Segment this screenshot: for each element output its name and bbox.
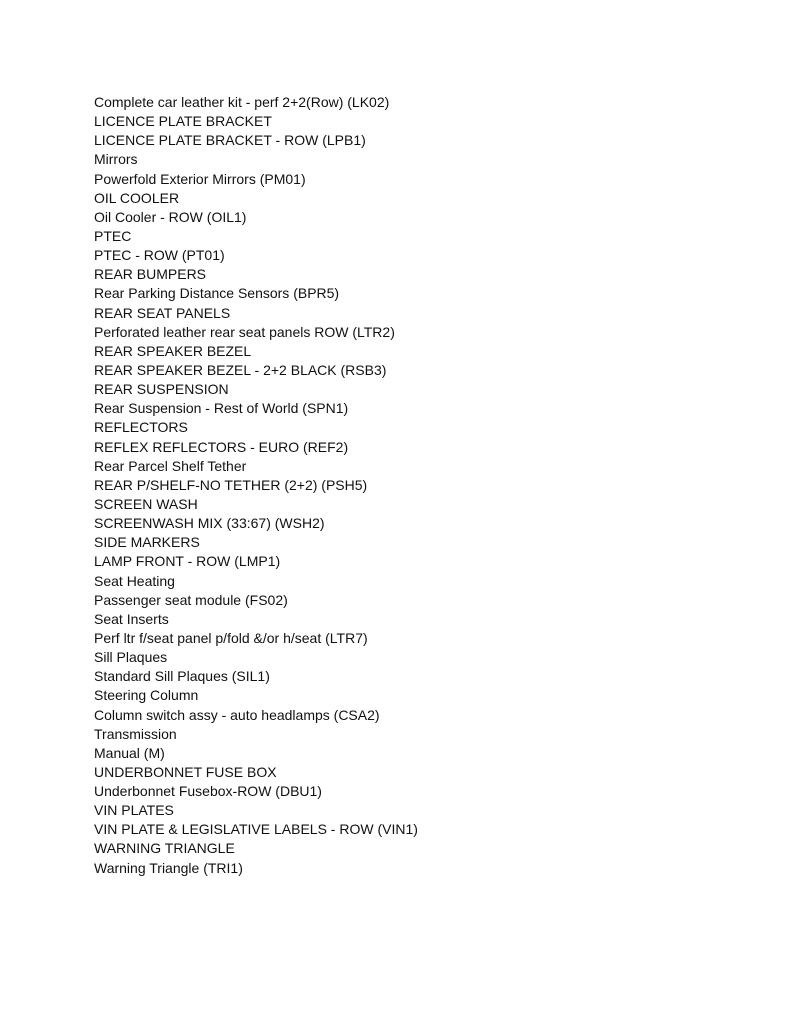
list-item: Steering Column	[94, 687, 199, 704]
list-item: PTEC - ROW (PT01)	[94, 247, 225, 264]
list-item: Rear Suspension - Rest of World (SPN1)	[94, 400, 349, 417]
list-item: Oil Cooler - ROW (OIL1)	[94, 208, 247, 225]
list-item: REFLEX REFLECTORS - EURO (REF2)	[94, 438, 349, 455]
list-item: Seat Inserts	[94, 610, 169, 627]
list-item: Rear Parking Distance Sensors (BPR5)	[94, 285, 340, 302]
list-item: LAMP FRONT - ROW (LMP1)	[94, 553, 281, 570]
options-list	[94, 93, 418, 878]
list-item: Seat Heating	[94, 572, 175, 589]
list-item: REAR SPEAKER BEZEL	[94, 342, 252, 359]
list-item: PTEC	[94, 227, 132, 244]
list-item: Underbonnet Fusebox-ROW (DBU1)	[94, 783, 322, 800]
list-item: Sill Plaques	[94, 649, 168, 666]
list-item: Powerfold Exterior Mirrors (PM01)	[94, 170, 306, 187]
list-item: REAR P/SHELF-NO TETHER (2+2) (PSH5)	[94, 476, 368, 493]
list-item: Complete car leather kit - perf 2+2(Row) (LK02)	[94, 94, 390, 110]
list-item: SIDE MARKERS	[94, 534, 200, 551]
list-item: VIN PLATE & LEGISLATIVE LABELS - ROW (VIN1)	[94, 821, 418, 838]
list-item: VIN PLATES	[94, 802, 174, 819]
list-item: Mirrors	[94, 151, 138, 168]
list-item: REAR SUSPENSION	[94, 381, 229, 398]
list-item: Perf ltr f/seat panel p/fold &/or h/seat (LTR7)	[94, 629, 368, 646]
list-item: REAR SPEAKER BEZEL - 2+2 BLACK (RSB3)	[94, 361, 387, 378]
list-item: REAR BUMPERS	[94, 266, 207, 283]
list-item: SCREENWASH MIX (33:67) (WSH2)	[94, 515, 325, 532]
list-item: OIL COOLER	[94, 189, 180, 206]
list-item: Column switch assy - auto headlamps (CSA2)	[94, 706, 380, 723]
list-item: Transmission	[94, 725, 177, 742]
list-item: Warning Triangle (TRI1)	[94, 859, 243, 876]
list-item: REAR SEAT PANELS	[94, 304, 231, 321]
list-item: SCREEN WASH	[94, 495, 198, 512]
list-item: Standard Sill Plaques (SIL1)	[94, 668, 270, 685]
list-item: WARNING TRIANGLE	[94, 840, 235, 857]
list-item: Perforated leather rear seat panels ROW (LTR2)	[94, 323, 395, 340]
list-item: Passenger seat module (FS02)	[94, 591, 288, 608]
list-item: Rear Parcel Shelf Tether	[94, 457, 247, 474]
list-item: LICENCE PLATE BRACKET - ROW (LPB1)	[94, 132, 366, 149]
list-item: LICENCE PLATE BRACKET	[94, 113, 272, 130]
list-item: Manual (M)	[94, 744, 165, 761]
list-item: REFLECTORS	[94, 419, 188, 436]
list-item: UNDERBONNET FUSE BOX	[94, 763, 277, 780]
